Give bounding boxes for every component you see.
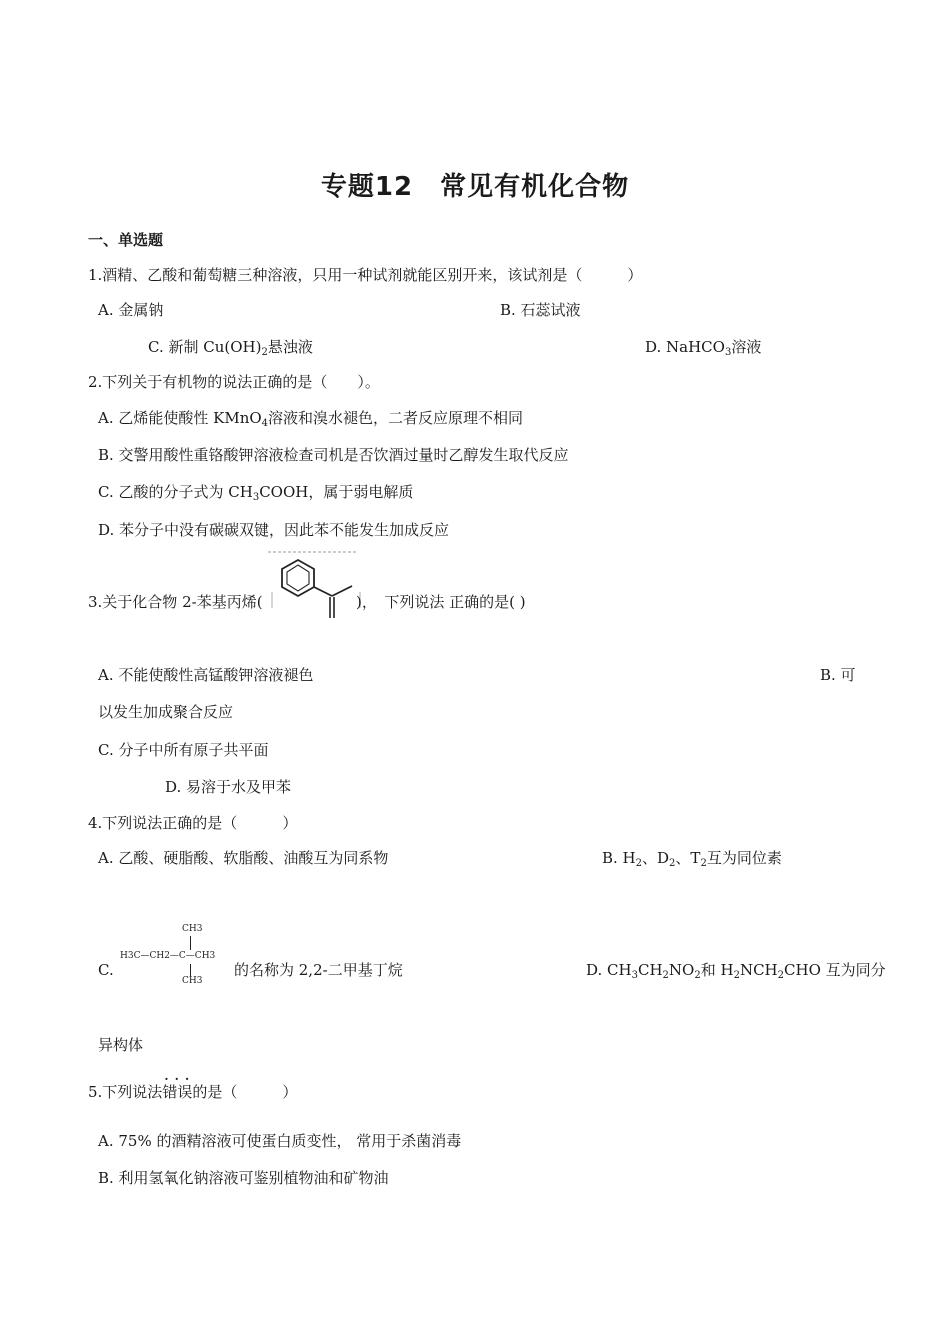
q5-stem-text: 的是（ ） (192, 1083, 298, 1101)
q4-option-b-text: 、T (675, 849, 701, 867)
q2-option-a (98, 408, 523, 428)
q1-option-c-text: 悬浊液 (267, 338, 313, 356)
q2-option-b: B. 交警用酸性重铬酸钾溶液检查司机是否饮酒过量时乙醇发生取代反应 (98, 446, 569, 464)
q1-option-c-text: C. 新制 Cu(OH) (148, 338, 262, 356)
subscript: 2 (261, 347, 268, 358)
q4-option-d-text: NO (668, 961, 695, 979)
q1-option-d-text: D. NaHCO (645, 338, 725, 356)
q5-emphasis-text: · · · 错误 (162, 1083, 192, 1101)
q4-option-b-text: 互为同位素 (706, 849, 782, 867)
structure-label-ch3-top: CH3 (182, 924, 203, 934)
bond-line (190, 936, 191, 950)
q3-option-b-start: B. 可 (820, 666, 856, 684)
q2-option-c (98, 482, 413, 502)
q3-option-b-end: 以发生加成聚合反应 (98, 703, 234, 721)
q2-option-c-text: COOH，属于弱电解质 (259, 483, 414, 501)
q2-option-d: D. 苯分子中没有碳碳双键，因此苯不能发生加成反应 (98, 521, 450, 539)
q1-option-c (148, 337, 313, 357)
subscript: 3 (252, 492, 260, 503)
q5-option-a: A. 75% 的酒精溶液可使蛋白质变性， 常用于杀菌消毒 (98, 1132, 462, 1150)
q3-option-c: C. 分子中所有原子共平面 (98, 741, 269, 759)
q4-option-b (602, 848, 782, 868)
structure-label-chain: H3C—CH2—C—CH3 (120, 951, 216, 961)
q3-stem-end: )， 下列说法 正确的是( ) (356, 593, 526, 611)
q2-option-a-text: A. 乙烯能使酸性 KMnO (98, 409, 262, 427)
q2-stem: 2.下列关于有机物的说法正确的是（ ）。 (88, 373, 380, 391)
q1-option-a: A. 金属钠 (98, 301, 164, 319)
q4-stem: 4.下列说法正确的是（ ） (88, 814, 298, 832)
q1-option-d (645, 337, 761, 357)
subscript: 2 (777, 970, 785, 981)
subscript: 3 (724, 347, 732, 358)
section-heading: 一、单选题 (88, 231, 164, 249)
q1-stem: 1.酒精、乙酸和葡萄糖三种溶液，只用一种试剂就能区别开来，该试剂是（ ） (88, 266, 643, 284)
subscript: 2 (669, 858, 676, 869)
q4-option-d-text: CH (637, 961, 663, 979)
q3-stem-start: 3.关于化合物 2-苯基丙烯( (88, 593, 263, 611)
q4-option-d (586, 960, 886, 980)
page-title: 专题12 常见有机化合物 (320, 172, 630, 202)
q4-option-d-text: CHO 互为同分 (784, 961, 886, 979)
q1-option-b: B. 石蕊试液 (500, 301, 581, 319)
subscript: 3 (631, 970, 638, 981)
structure-label-ch3-bottom: CH3 (182, 976, 203, 986)
q5-stem-text: 5.下列说法 (88, 1083, 163, 1101)
q4-option-b-text: B. H (602, 849, 636, 867)
q4-option-d-text: 和 H (700, 961, 734, 979)
q1-option-d-text: 溶液 (731, 338, 762, 356)
q4-option-d-text: NCH (739, 961, 778, 979)
q4-option-a: A. 乙酸、硬脂酸、软脂酸、油酸互为同系物 (98, 849, 389, 867)
q2-option-a-text: 溶液和溴水褪色，二者反应原理不相同 (268, 409, 524, 427)
q4-option-c-text: 的名称为 2,2-二甲基丁烷 (234, 961, 403, 979)
subscript: 2 (700, 858, 707, 869)
q5-stem (88, 1082, 297, 1102)
q4-option-b-text: 、D (642, 849, 670, 867)
q4-option-c-label: C. (98, 961, 114, 979)
q3-option-d: D. 易溶于水及甲苯 (165, 778, 292, 796)
q5-option-b: B. 利用氢氧化钠溶液可鉴别植物油和矿物油 (98, 1169, 389, 1187)
q4-option-d-continued: 异构体 (98, 1036, 144, 1054)
q3-option-a: A. 不能使酸性高锰酸钾溶液褪色 (98, 666, 314, 684)
subscript: 2 (635, 858, 643, 869)
subscript: 4 (261, 418, 269, 429)
bond-line (190, 964, 191, 976)
subscript: 2 (694, 970, 701, 981)
subscript: 2 (733, 970, 740, 981)
q2-option-c-text: C. 乙酸的分子式为 CH (98, 483, 253, 501)
subscript: 2 (662, 970, 669, 981)
q4-option-d-text: D. CH (586, 961, 632, 979)
phenylpropene-structure-image (268, 548, 364, 622)
dimethylbutane-structure-image (118, 924, 234, 990)
